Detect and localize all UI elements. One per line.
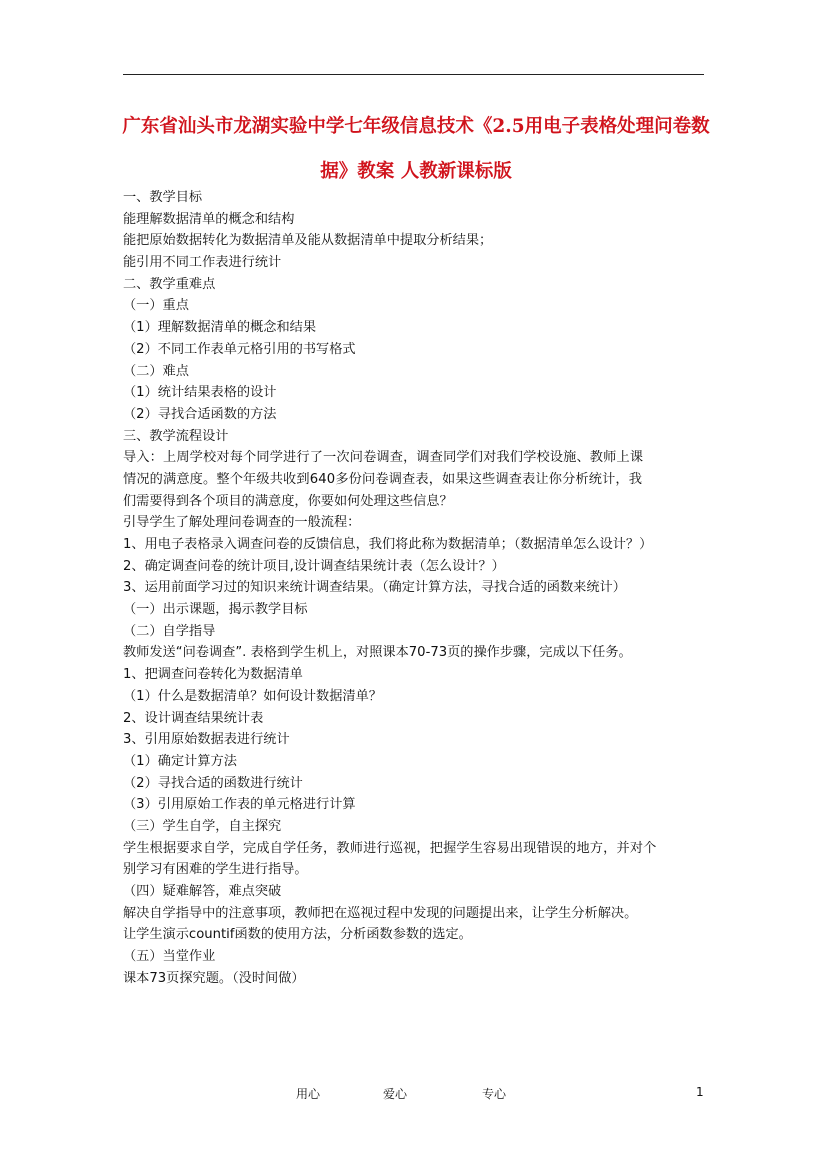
text-line: 能引用不同工作表进行统计 [123, 255, 282, 271]
text-line: 导入：上周学校对每个同学进行了一次问卷调查，调查同学们对我们学校设施、教师上课 [123, 450, 644, 466]
text-line: 2、设计调查结果统计表 [123, 710, 264, 726]
text-line: （一）重点 [123, 298, 189, 314]
text-line: 教师发送“问卷调查”. 表格到学生机上，对照课本70-73页的操作步骤，完成以下任务。 [123, 645, 632, 661]
text-line: 别学习有困难的学生进行指导。 [123, 862, 308, 878]
text-line: （五）当堂作业 [123, 949, 216, 965]
footer-label: 用心 [296, 1087, 321, 1101]
text-line: 解决自学指导中的注意事项，教师把在巡视过程中发现的问题提出来，让学生分析解决。 [123, 905, 638, 921]
text-line: （2）寻找合适函数的方法 [123, 406, 277, 422]
document-body [123, 187, 708, 989]
text-line: （1）什么是数据清单？如何设计数据清单？ [123, 688, 382, 704]
footer-label: 爱心 [383, 1087, 408, 1101]
text-line: 一、教学目标 [123, 190, 203, 205]
text-line: 情况的满意度。整个年级共收到640多份问卷调查表，如果这些调查表让你分析统计，我 [123, 471, 643, 487]
text-line: 能把原始数据转化为数据清单及能从数据清单中提取分析结果； [123, 233, 493, 249]
text-line: （二）自学指导 [123, 623, 216, 639]
footer-label: 专心 [482, 1087, 507, 1101]
document-title: 广东省汕头市龙湖实验中学七年级信息技术《2.5用电子表格处理问卷数据》教案 人教新课标版 [122, 116, 710, 182]
header-rule [123, 74, 704, 75]
text-line: 让学生演示countif函数的使用方法，分析函数参数的选定。 [123, 927, 472, 943]
text-line: （四）疑难解答，难点突破 [123, 884, 282, 899]
text-line: 学生根据要求自学，完成自学任务，教师进行巡视，把握学生容易出现错误的地方，并对个 [123, 840, 657, 856]
text-line: （1）理解数据清单的概念和结果 [123, 320, 317, 336]
text-line: 引导学生了解处理问卷调查的一般流程： [123, 515, 361, 531]
text-line: （三）学生自学，自主探究 [123, 818, 282, 834]
text-line: 二、教学重难点 [123, 276, 216, 292]
text-line: （2）寻找合适的函数进行统计 [123, 775, 303, 791]
text-line: 1、把调查问卷转化为数据清单 [123, 667, 303, 683]
page-number: 1 [696, 1085, 704, 1099]
text-line: 们需要得到各个项目的满意度，你要如何处理这些信息？ [123, 493, 453, 509]
text-line: 能理解数据清单的概念和结构 [123, 211, 295, 227]
page-footer [0, 1085, 827, 1105]
text-line: （二）难点 [123, 363, 189, 379]
text-line: 2、确定调查问卷的统计项目,设计调查结果统计表（怎么设计？） [123, 558, 505, 574]
text-line: 1、用电子表格录入调查问卷的反馈信息，我们将此称为数据清单；（数据清单怎么设计？） [123, 537, 653, 552]
text-line: 3、引用原始数据表进行统计 [123, 732, 290, 748]
text-line: 三、教学流程设计 [123, 428, 229, 444]
text-line: （1）确定计算方法 [123, 753, 237, 769]
text-line: （2）不同工作表单元格引用的书写格式 [123, 341, 356, 357]
text-line: 3、运用前面学习过的知识来统计调查结果。（确定计算方法，寻找合适的函数来统计） [123, 580, 626, 596]
text-line: （3）引用原始工作表的单元格进行计算 [123, 797, 356, 813]
text-line: 课本73页探究题。（没时间做） [123, 970, 305, 986]
text-line: （一）出示课题，揭示教学目标 [123, 602, 308, 618]
text-line: （1）统计结果表格的设计 [123, 385, 277, 401]
